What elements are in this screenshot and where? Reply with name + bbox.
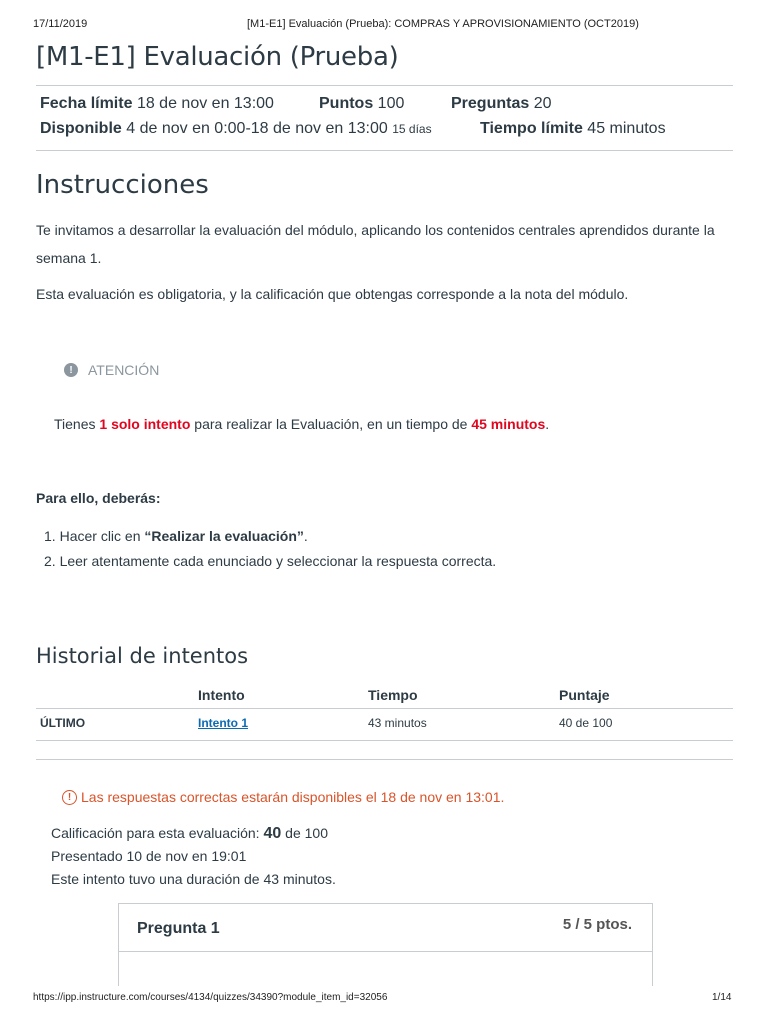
divider	[36, 759, 733, 760]
quiz-available	[40, 120, 432, 138]
list-item: 1. Hacer clic en “Realizar la evaluación”.	[44, 528, 308, 544]
questions-value: 20	[533, 95, 552, 112]
grade-value: 40	[263, 825, 282, 842]
attention-callout	[64, 362, 159, 378]
divider	[36, 740, 733, 741]
points-label: Puntos	[319, 95, 374, 112]
quiz-points	[319, 95, 404, 113]
alert-circle-icon: !	[64, 363, 78, 377]
page-title: [M1-E1] Evaluación (Prueba)	[36, 42, 399, 72]
column-header-score: Puntaje	[559, 687, 610, 703]
quiz-questions	[451, 95, 552, 113]
duration-line: Este intento tuvo una duración de 43 minutos.	[51, 871, 336, 887]
available-days: 15 días	[392, 122, 432, 136]
step-number: 2.	[44, 553, 56, 569]
divider	[36, 708, 733, 709]
divider	[36, 150, 733, 151]
warning-text: Las respuestas correctas estarán disponibles el 18 de nov en 13:01.	[81, 789, 505, 805]
due-label: Fecha límite	[40, 95, 133, 112]
available-value: 4 de nov en 0:00-18 de nov en 13:00	[126, 120, 388, 137]
step-number: 1.	[44, 528, 56, 544]
questions-label: Preguntas	[451, 95, 530, 112]
row-label: ÚLTIMO	[40, 716, 86, 730]
print-doc-title: [M1-E1] Evaluación (Prueba): COMPRAS Y APROVISIONAMIENTO (OCT2019)	[247, 18, 639, 30]
notice-prefix: Tienes	[54, 416, 100, 432]
time-limit-label: Tiempo límite	[480, 120, 583, 137]
notice-suffix: .	[545, 416, 550, 432]
available-label: Disponible	[40, 120, 122, 137]
steps-list	[44, 524, 496, 574]
question-points: 5 / 5 ptos.	[562, 916, 632, 933]
divider	[36, 85, 733, 86]
notice-minutes: 45 minutos	[471, 416, 546, 432]
notice-attempts: 1 solo intento	[99, 416, 191, 432]
points-value: 100	[377, 95, 405, 112]
notice-middle: para realizar la Evaluación, en un tiempo de	[190, 416, 472, 432]
footer-url: https://ipp.instructure.com/courses/4134/quizzes/34390?module_item_id=32056	[33, 992, 388, 1003]
due-value: 18 de nov en 13:00	[136, 95, 274, 112]
grade-line: Calificación para esta evaluación: 40 de 100	[51, 825, 328, 842]
time-limit-value: 45 minutos	[587, 120, 666, 137]
column-header-attempt: Intento	[198, 687, 245, 703]
question-header	[119, 904, 652, 952]
attention-label: ATENCIÓN	[88, 362, 160, 378]
submitted-line: Presentado 10 de nov en 19:01	[51, 848, 247, 864]
column-header-time: Tiempo	[368, 687, 418, 703]
answers-warning	[62, 789, 504, 805]
warning-icon: !	[62, 790, 77, 805]
instructions-paragraph-1: Te invitamos a desarrollar la evaluación del módulo, aplicando los contenidos centrales aprendidos durante la semana 1.	[36, 222, 715, 266]
history-heading: Historial de intentos	[36, 644, 249, 668]
quiz-due	[40, 95, 274, 113]
instructions-paragraph-2: Esta evaluación es obligatoria, y la calificación que obtengas corresponde a la nota del módulo.	[36, 286, 629, 302]
footer-page: 1/14	[712, 992, 732, 1003]
attempt-score: 40 de 100	[559, 716, 613, 730]
attempt-link[interactable]: Intento 1	[198, 716, 248, 730]
question-title: Pregunta 1	[137, 920, 220, 937]
attempt-notice	[54, 416, 549, 432]
instructions-heading: Instrucciones	[36, 170, 209, 200]
attempt-time: 43 minutos	[368, 716, 427, 730]
list-item: 2. Leer atentamente cada enunciado y seleccionar la respuesta correcta.	[44, 553, 497, 569]
print-date: 17/11/2019	[33, 18, 88, 30]
quiz-time-limit	[480, 120, 666, 138]
steps-heading: Para ello, deberás:	[36, 490, 161, 506]
